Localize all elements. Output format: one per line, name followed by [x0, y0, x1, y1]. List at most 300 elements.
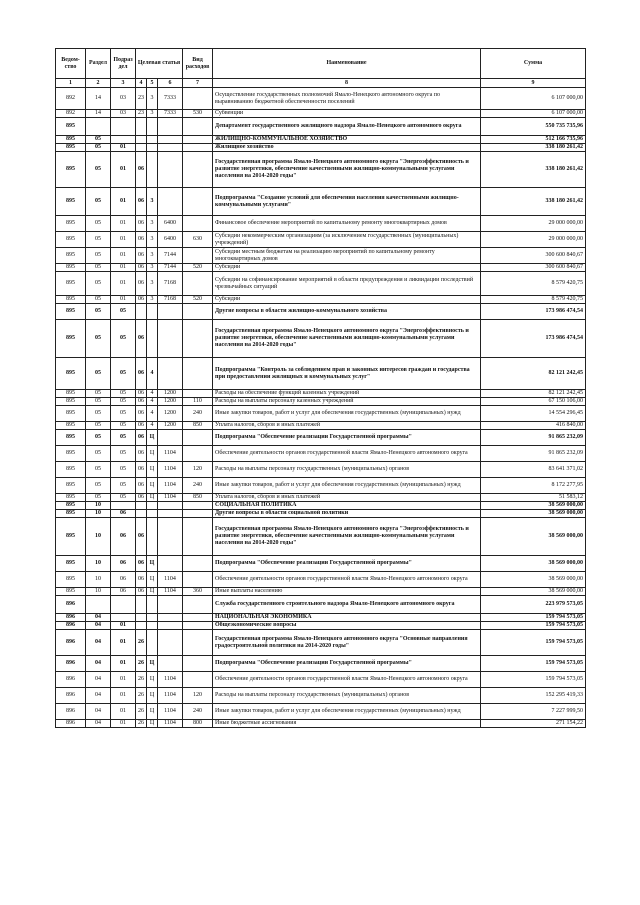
cell-section: 05: [86, 248, 111, 264]
cell-name: Субсидии: [213, 296, 481, 304]
cell-article: [158, 630, 183, 656]
cell-subprogram: 4: [147, 358, 158, 390]
cell-subsection: 05: [111, 390, 136, 398]
cell-sum: 91 865 232,09: [481, 430, 586, 446]
table-row: [56, 144, 586, 152]
column-number: 2: [86, 79, 111, 88]
cell-program: 26: [136, 672, 147, 688]
table-row: [56, 320, 586, 358]
table-row: [56, 264, 586, 272]
cell-subsection: [111, 502, 136, 510]
cell-sum: 159 794 573,05: [481, 614, 586, 622]
cell-subprogram: [147, 152, 158, 188]
cell-subprogram: [147, 614, 158, 622]
cell-section: 05: [86, 188, 111, 216]
cell-sum: 8 172 277,95: [481, 478, 586, 494]
cell-sum: 38 569 000,00: [481, 572, 586, 588]
column-numbers-row: [56, 79, 586, 88]
cell-name: Расходы на выплаты персоналу государственных (муниципальных) органов: [213, 688, 481, 704]
cell-name: Иные закупки товаров, работ и услуг для обеспечения государственных (муниципальных) нужд: [213, 406, 481, 422]
cell-expense-type: [183, 518, 213, 556]
cell-subsection: 01: [111, 144, 136, 152]
cell-subsection: [111, 118, 136, 136]
cell-program: 06: [136, 248, 147, 264]
cell-subprogram: 3: [147, 232, 158, 248]
cell-article: 1200: [158, 398, 183, 406]
cell-name: Обеспечение деятельности органов государственной власти Ямало-Ненецкого автономного округа: [213, 446, 481, 462]
cell-subprogram: Ц: [147, 588, 158, 596]
cell-subprogram: 4: [147, 406, 158, 422]
table-row: [56, 596, 586, 614]
cell-subprogram: Ц: [147, 446, 158, 462]
header-expense-type: Вид расходов: [183, 49, 213, 79]
cell-sum: 550 735 735,96: [481, 118, 586, 136]
cell-name: Государственная программа Ямало-Ненецкого автономного округа "Энергоэффективность и развитие энергетики, обеспечение качественными жилищно-коммунальными услугами населения на 2014-2020 годы": [213, 518, 481, 556]
cell-subprogram: 3: [147, 248, 158, 264]
cell-name: ЖИЛИЩНО-КОММУНАЛЬНОЕ ХОЗЯЙСТВО: [213, 136, 481, 144]
cell-subprogram: [147, 510, 158, 518]
cell-department: 895: [56, 358, 86, 390]
cell-article: 7333: [158, 110, 183, 118]
cell-article: 1104: [158, 446, 183, 462]
table-row: [56, 614, 586, 622]
cell-article: [158, 656, 183, 672]
cell-name: Иные закупки товаров, работ и услуг для обеспечения государственных (муниципальных) нужд: [213, 478, 481, 494]
table-row: [56, 588, 586, 596]
cell-subsection: 06: [111, 510, 136, 518]
cell-article: 6400: [158, 232, 183, 248]
cell-department: 895: [56, 390, 86, 398]
table-row: [56, 502, 586, 510]
table-row: [56, 136, 586, 144]
cell-section: 04: [86, 720, 111, 728]
table-row: [56, 152, 586, 188]
cell-section: 04: [86, 672, 111, 688]
cell-sum: 38 569 000,00: [481, 556, 586, 572]
cell-subprogram: Ц: [147, 556, 158, 572]
cell-name: Подпрограмма "Обеспечение реализации Государственной программы": [213, 430, 481, 446]
cell-section: 05: [86, 152, 111, 188]
table-row: [56, 110, 586, 118]
cell-department: 895: [56, 510, 86, 518]
cell-article: [158, 358, 183, 390]
cell-subsection: 06: [111, 518, 136, 556]
cell-expense-type: [183, 596, 213, 614]
cell-name: Служба государственного строительного надзора Ямало-Ненецкого автономного округа: [213, 596, 481, 614]
cell-subsection: 06: [111, 572, 136, 588]
cell-program: 26: [136, 630, 147, 656]
cell-article: 1104: [158, 672, 183, 688]
cell-department: 895: [56, 118, 86, 136]
header-sum: Сумма: [481, 49, 586, 79]
cell-program: 23: [136, 88, 147, 110]
cell-expense-type: [183, 144, 213, 152]
cell-subsection: [111, 614, 136, 622]
cell-name: Иные закупки товаров, работ и услуг для обеспечения государственных (муниципальных) нужд: [213, 704, 481, 720]
cell-article: [158, 152, 183, 188]
cell-name: Подпрограмма "Обеспечение реализации Государственной программы": [213, 556, 481, 572]
cell-section: 10: [86, 518, 111, 556]
cell-article: [158, 304, 183, 320]
cell-name: Общеэкономические вопросы: [213, 622, 481, 630]
table-row: [56, 622, 586, 630]
table-row: [56, 188, 586, 216]
cell-expense-type: [183, 446, 213, 462]
cell-subprogram: 3: [147, 110, 158, 118]
cell-subsection: 05: [111, 430, 136, 446]
cell-sum: 82 121 242,45: [481, 390, 586, 398]
cell-name: Субсидии: [213, 264, 481, 272]
cell-article: [158, 510, 183, 518]
cell-sum: 14 554 296,45: [481, 406, 586, 422]
cell-subsection: 05: [111, 446, 136, 462]
cell-section: 05: [86, 136, 111, 144]
cell-name: Государственная программа Ямало-Ненецкого автономного округа "Энергоэффективность и развитие энергетики, обеспечение качественными жилищно-коммунальными услугами населения на 2014-2020 годы": [213, 320, 481, 358]
cell-subprogram: 3: [147, 88, 158, 110]
cell-article: [158, 502, 183, 510]
column-number: 9: [481, 79, 586, 88]
cell-subsection: 05: [111, 398, 136, 406]
cell-section: 10: [86, 510, 111, 518]
cell-subprogram: [147, 622, 158, 630]
cell-sum: 338 180 261,42: [481, 188, 586, 216]
cell-sum: 6 107 000,00: [481, 110, 586, 118]
cell-article: 1104: [158, 462, 183, 478]
cell-expense-type: [183, 510, 213, 518]
cell-subprogram: 3: [147, 188, 158, 216]
cell-subprogram: Ц: [147, 430, 158, 446]
cell-sum: 173 986 474,54: [481, 320, 586, 358]
cell-expense-type: 850: [183, 494, 213, 502]
cell-name: Обеспечение деятельности органов государственной власти Ямало-Ненецкого автономного округа: [213, 572, 481, 588]
cell-section: 14: [86, 110, 111, 118]
table-row: [56, 688, 586, 704]
cell-section: 05: [86, 216, 111, 232]
cell-department: 895: [56, 188, 86, 216]
cell-expense-type: [183, 118, 213, 136]
cell-name: Финансовое обеспечение мероприятий по капитальному ремонту многоквартирных домов: [213, 216, 481, 232]
cell-sum: 159 794 573,05: [481, 622, 586, 630]
cell-section: 05: [86, 272, 111, 296]
cell-subprogram: [147, 136, 158, 144]
cell-program: 26: [136, 704, 147, 720]
cell-sum: 29 000 000,00: [481, 232, 586, 248]
cell-department: 896: [56, 720, 86, 728]
cell-department: 895: [56, 572, 86, 588]
table-row: [56, 296, 586, 304]
cell-department: 895: [56, 478, 86, 494]
cell-sum: 152 295 419,33: [481, 688, 586, 704]
cell-section: [86, 596, 111, 614]
table-row: [56, 430, 586, 446]
cell-name: Иные бюджетные ассигнования: [213, 720, 481, 728]
cell-sum: 6 107 000,00: [481, 88, 586, 110]
cell-sum: 300 600 840,67: [481, 248, 586, 264]
cell-expense-type: 520: [183, 264, 213, 272]
cell-expense-type: 520: [183, 296, 213, 304]
cell-department: 895: [56, 588, 86, 596]
cell-program: [136, 614, 147, 622]
cell-article: 1104: [158, 720, 183, 728]
cell-section: 05: [86, 406, 111, 422]
cell-article: 1200: [158, 422, 183, 430]
cell-expense-type: [183, 188, 213, 216]
table-row: [56, 358, 586, 390]
table-row: [56, 390, 586, 398]
cell-expense-type: 800: [183, 720, 213, 728]
cell-subprogram: 4: [147, 422, 158, 430]
cell-name: Уплата налогов, сборов и иных платежей: [213, 422, 481, 430]
cell-program: 06: [136, 406, 147, 422]
cell-expense-type: 240: [183, 406, 213, 422]
cell-sum: 38 569 000,00: [481, 518, 586, 556]
cell-subsection: 01: [111, 656, 136, 672]
cell-sum: 271 154,22: [481, 720, 586, 728]
cell-name: Субсидии на софинансирование мероприятий в области предупреждения и ликвидации последствий чрезвычайных ситуаций: [213, 272, 481, 296]
cell-program: 06: [136, 446, 147, 462]
cell-section: 05: [86, 446, 111, 462]
cell-article: 1104: [158, 588, 183, 596]
column-number: 6: [158, 79, 183, 88]
table-row: [56, 88, 586, 110]
cell-expense-type: [183, 358, 213, 390]
cell-section: 05: [86, 398, 111, 406]
cell-expense-type: [183, 272, 213, 296]
cell-program: 06: [136, 462, 147, 478]
cell-department: 895: [56, 446, 86, 462]
cell-name: Осуществление государственных полномочий Ямало-Ненецкого автономного округа по выравниванию бюджетной обеспеченности поселений: [213, 88, 481, 110]
cell-name: Другие вопросы в области жилищно-коммунального хозяйства: [213, 304, 481, 320]
cell-name: Государственная программа Ямало-Ненецкого автономного округа "Основные направления градостроительной политики на 2014-2020 годы": [213, 630, 481, 656]
column-number: 5: [147, 79, 158, 88]
cell-expense-type: 240: [183, 478, 213, 494]
cell-department: 895: [56, 406, 86, 422]
cell-section: [86, 118, 111, 136]
cell-department: 896: [56, 614, 86, 622]
cell-subsection: 01: [111, 622, 136, 630]
budget-document: [55, 48, 585, 728]
cell-sum: 416 840,00: [481, 422, 586, 430]
cell-program: 06: [136, 358, 147, 390]
cell-expense-type: 120: [183, 688, 213, 704]
cell-name: Субвенции: [213, 110, 481, 118]
cell-program: 06: [136, 478, 147, 494]
cell-program: 06: [136, 152, 147, 188]
table-row: [56, 704, 586, 720]
table-row: [56, 248, 586, 264]
cell-name: Расходы на выплаты персоналу государственных (муниципальных) органов: [213, 462, 481, 478]
cell-sum: 38 569 000,00: [481, 502, 586, 510]
cell-subsection: 01: [111, 704, 136, 720]
cell-expense-type: [183, 320, 213, 358]
cell-section: 05: [86, 390, 111, 398]
cell-program: [136, 596, 147, 614]
cell-program: 06: [136, 430, 147, 446]
cell-department: 896: [56, 622, 86, 630]
cell-article: [158, 144, 183, 152]
cell-expense-type: 360: [183, 588, 213, 596]
cell-subsection: [111, 136, 136, 144]
cell-program: [136, 510, 147, 518]
cell-expense-type: 630: [183, 232, 213, 248]
cell-program: 06: [136, 398, 147, 406]
table-row: [56, 422, 586, 430]
cell-subprogram: Ц: [147, 688, 158, 704]
header-section: Раздел: [86, 49, 111, 79]
cell-subsection: 06: [111, 556, 136, 572]
cell-expense-type: [183, 502, 213, 510]
cell-name: Департамент государственного жилищного надзора Ямало-Ненецкого автономного округа: [213, 118, 481, 136]
cell-department: 895: [56, 320, 86, 358]
table-row: [56, 304, 586, 320]
cell-name: Субсидии некоммерческим организациям (за исключением государственных (муниципальных) учреждений): [213, 232, 481, 248]
cell-name: НАЦИОНАЛЬНАЯ ЭКОНОМИКА: [213, 614, 481, 622]
cell-department: 896: [56, 704, 86, 720]
cell-department: 896: [56, 656, 86, 672]
cell-section: 10: [86, 572, 111, 588]
cell-section: 04: [86, 704, 111, 720]
cell-department: 896: [56, 688, 86, 704]
table-row: [56, 118, 586, 136]
cell-expense-type: [183, 390, 213, 398]
cell-sum: 67 150 106,00: [481, 398, 586, 406]
cell-section: 05: [86, 304, 111, 320]
header-target-article: Целевая статья: [136, 49, 183, 79]
cell-section: 05: [86, 422, 111, 430]
cell-section: 05: [86, 232, 111, 248]
cell-subprogram: Ц: [147, 494, 158, 502]
cell-section: 04: [86, 688, 111, 704]
cell-name: Жилищное хозяйство: [213, 144, 481, 152]
cell-subsection: 01: [111, 720, 136, 728]
cell-subprogram: Ц: [147, 704, 158, 720]
cell-department: 895: [56, 296, 86, 304]
cell-subsection: 01: [111, 688, 136, 704]
cell-expense-type: [183, 216, 213, 232]
cell-program: 26: [136, 688, 147, 704]
cell-department: 895: [56, 502, 86, 510]
cell-program: 06: [136, 494, 147, 502]
cell-name: Государственная программа Ямало-Ненецкого автономного округа "Энергоэффективность и развитие энергетики, обеспечение качественными жилищно-коммунальными услугами населения на 2014-2020 годы": [213, 152, 481, 188]
table-row: [56, 446, 586, 462]
cell-sum: 51 583,12: [481, 494, 586, 502]
cell-section: 04: [86, 656, 111, 672]
cell-sum: 8 579 420,75: [481, 296, 586, 304]
cell-sum: 7 227 999,50: [481, 704, 586, 720]
column-number: 4: [136, 79, 147, 88]
cell-expense-type: 850: [183, 422, 213, 430]
cell-section: 04: [86, 630, 111, 656]
cell-program: 06: [136, 572, 147, 588]
cell-subsection: 05: [111, 494, 136, 502]
cell-section: 05: [86, 264, 111, 272]
cell-department: 892: [56, 110, 86, 118]
cell-article: 1104: [158, 704, 183, 720]
cell-program: 06: [136, 320, 147, 358]
cell-program: 06: [136, 264, 147, 272]
table-row: [56, 572, 586, 588]
cell-program: 06: [136, 232, 147, 248]
table-row: [56, 630, 586, 656]
cell-expense-type: [183, 136, 213, 144]
cell-subsection: 01: [111, 232, 136, 248]
cell-expense-type: [183, 248, 213, 264]
cell-program: [136, 136, 147, 144]
cell-subprogram: [147, 596, 158, 614]
table-row: [56, 462, 586, 478]
cell-program: 06: [136, 272, 147, 296]
cell-sum: 300 600 840,67: [481, 264, 586, 272]
cell-sum: 29 000 000,00: [481, 216, 586, 232]
cell-subprogram: 3: [147, 296, 158, 304]
cell-expense-type: [183, 430, 213, 446]
cell-department: 895: [56, 556, 86, 572]
cell-section: 10: [86, 556, 111, 572]
cell-article: [158, 614, 183, 622]
cell-name: Субсидии местным бюджетам на реализацию мероприятий по капитальному ремонту многоквартирных домов: [213, 248, 481, 264]
cell-section: 05: [86, 430, 111, 446]
cell-department: 895: [56, 248, 86, 264]
cell-article: 7168: [158, 296, 183, 304]
cell-subsection: 05: [111, 320, 136, 358]
cell-department: 895: [56, 232, 86, 248]
cell-article: 7333: [158, 88, 183, 110]
cell-department: 895: [56, 422, 86, 430]
cell-section: 05: [86, 478, 111, 494]
column-number: 8: [213, 79, 481, 88]
cell-expense-type: 240: [183, 704, 213, 720]
cell-sum: 159 794 573,05: [481, 630, 586, 656]
table-row: [56, 272, 586, 296]
cell-article: 7144: [158, 248, 183, 264]
cell-subprogram: Ц: [147, 478, 158, 494]
cell-article: 7168: [158, 272, 183, 296]
cell-subprogram: [147, 320, 158, 358]
cell-section: 04: [86, 622, 111, 630]
table-row: [56, 510, 586, 518]
cell-section: 05: [86, 494, 111, 502]
cell-subprogram: [147, 502, 158, 510]
header-name: Наименование: [213, 49, 481, 79]
cell-article: [158, 118, 183, 136]
cell-program: 06: [136, 188, 147, 216]
cell-subsection: 01: [111, 672, 136, 688]
cell-department: 895: [56, 216, 86, 232]
cell-article: [158, 556, 183, 572]
cell-article: [158, 320, 183, 358]
cell-subsection: 05: [111, 422, 136, 430]
cell-article: 6400: [158, 216, 183, 232]
table-row: [56, 494, 586, 502]
cell-section: 10: [86, 502, 111, 510]
cell-subsection: 01: [111, 264, 136, 272]
cell-program: 06: [136, 296, 147, 304]
cell-department: 895: [56, 136, 86, 144]
cell-sum: 173 986 474,54: [481, 304, 586, 320]
cell-subsection: 05: [111, 304, 136, 320]
cell-department: 895: [56, 264, 86, 272]
cell-section: 05: [86, 144, 111, 152]
cell-expense-type: 530: [183, 110, 213, 118]
cell-program: 06: [136, 422, 147, 430]
cell-article: 1104: [158, 494, 183, 502]
header-department: Ведом-ство: [56, 49, 86, 79]
cell-section: 05: [86, 320, 111, 358]
cell-section: 05: [86, 462, 111, 478]
cell-sum: 38 569 000,00: [481, 510, 586, 518]
cell-department: 895: [56, 518, 86, 556]
table-row: [56, 216, 586, 232]
